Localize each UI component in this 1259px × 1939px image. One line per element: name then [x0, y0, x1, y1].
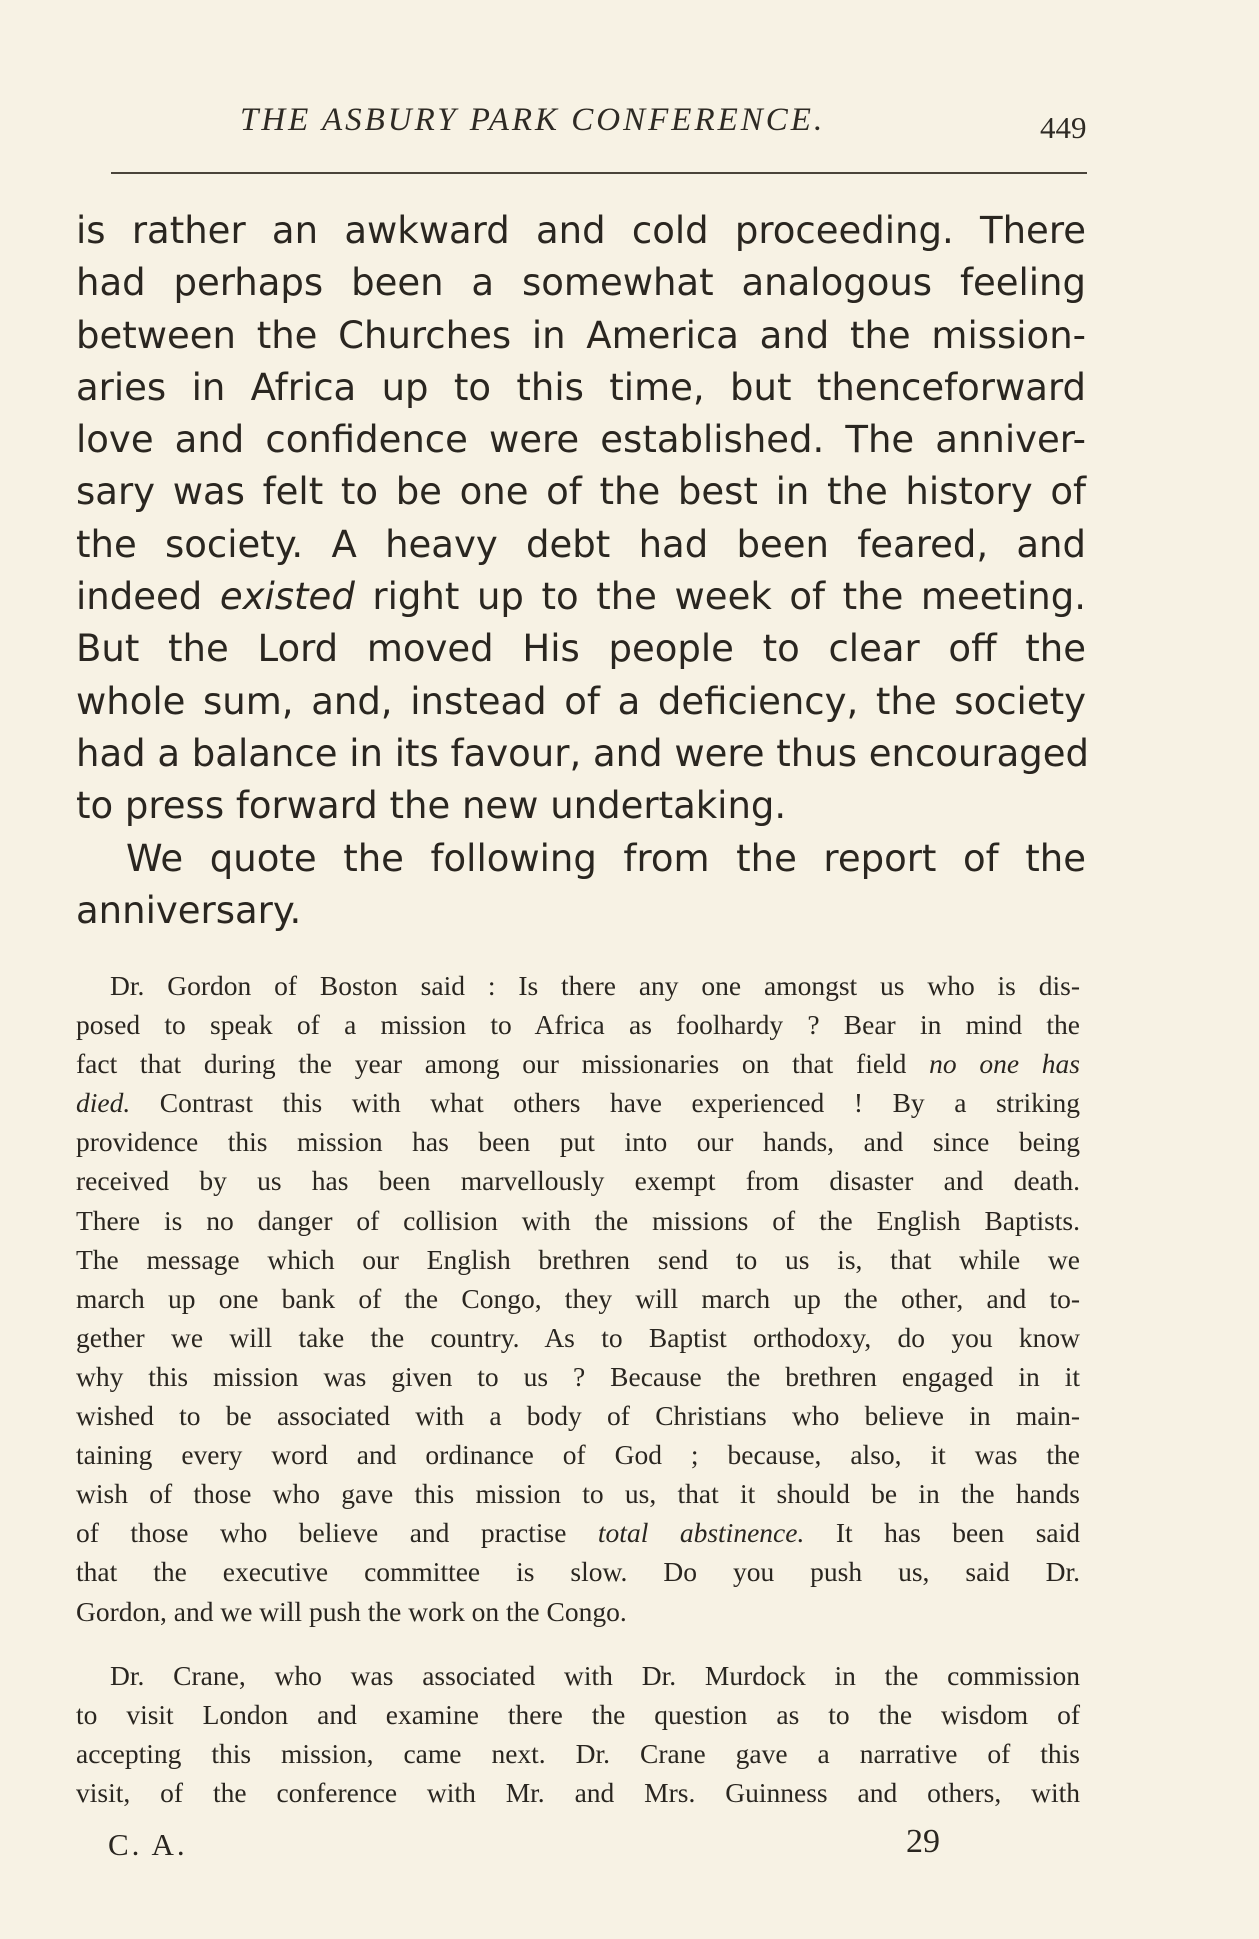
- text-line: love and confidence were established. The anniver-: [76, 418, 1086, 462]
- header-rule: [111, 172, 1087, 174]
- quote-line: The message which our English brethren send to us is, that while we: [76, 1243, 1080, 1275]
- quote-line: visit, of the conference with Mr. and Mrs. Guinness and others, with: [76, 1777, 1080, 1809]
- text-segment: It has been said: [804, 1517, 1080, 1549]
- emphasis-text: existed: [219, 575, 355, 619]
- text-line: aries in Africa up to this time, but thenceforward: [76, 365, 1086, 409]
- text-line: is rather an awkward and cold proceeding. There: [76, 209, 1086, 252]
- signature-number: 29: [906, 1823, 940, 1860]
- emphasis-text: no one has: [929, 1048, 1080, 1080]
- text-line: the society. A heavy debt had been feared, and: [76, 522, 1086, 566]
- quote-line: Dr. Gordon of Boston said : Is there any one amongst us who is dis-: [110, 970, 1080, 1001]
- text-line: between the Churches in America and the mission-: [76, 313, 1086, 357]
- quoted-report-gordon: [76, 966, 1080, 1631]
- text-segment: right up to the week of the meeting.: [354, 575, 1086, 619]
- emphasis-text: total abstinence.: [597, 1517, 805, 1549]
- text-line: But the Lord moved His people to clear off the: [76, 627, 1086, 671]
- quote-line: to visit London and examine there the question as to the wisdom of: [76, 1699, 1080, 1731]
- quote-line: [76, 1083, 1080, 1122]
- paragraph-2: [76, 833, 1086, 938]
- quote-line: [76, 1044, 1080, 1083]
- quote-line: Gordon, and we will push the work on the Congo.: [76, 1595, 627, 1627]
- emphasis-text: died.: [76, 1087, 131, 1119]
- text-segment: fact that during the year among our missionaries on that field: [76, 1048, 930, 1080]
- quote-line: wished to be associated with a body of Christians who believe in main-: [76, 1400, 1080, 1432]
- quote-line: accepting this mission, came next. Dr. Crane gave a narrative of this: [76, 1738, 1080, 1770]
- running-head-title: THE ASBURY PARK CONFERENCE.: [240, 102, 826, 138]
- quote-line: providence this mission has been put into our hands, and since being: [76, 1126, 1080, 1158]
- quote-line: gether we will take the country. As to Baptist orthodoxy, do you know: [76, 1321, 1080, 1353]
- text-segment: indeed: [76, 575, 220, 619]
- text-line: [76, 571, 1086, 623]
- quote-line: [76, 1513, 1080, 1552]
- quote-line: received by us has been marvellously exempt from disaster and death.: [76, 1165, 1080, 1197]
- quote-line: wish of those who gave this mission to us, that it should be in the hands: [76, 1478, 1080, 1510]
- quote-line: taining every word and ordinance of God ; because, also, it was the: [76, 1439, 1080, 1471]
- quoted-report-crane: [76, 1656, 1080, 1812]
- quote-line: that the executive committee is slow. Do you push us, said Dr.: [76, 1556, 1080, 1588]
- text-line: sary was felt to be one of the best in the history of: [76, 470, 1086, 514]
- text-line: had a balance in its favour, and were thus encouraged: [76, 731, 1090, 775]
- text-line: had perhaps been a somewhat analogous feeling: [76, 261, 1086, 305]
- signature-mark: C. A.: [108, 1827, 188, 1862]
- main-body-text: [76, 205, 1090, 937]
- text-line: anniversary.: [76, 888, 302, 932]
- text-line: to press forward the new undertaking.: [76, 784, 787, 828]
- page-number: 449: [1040, 110, 1087, 145]
- quote-line: Dr. Crane, who was associated with Dr. Murdock in the commission: [110, 1660, 1080, 1691]
- quote-line: posed to speak of a mission to Africa as foolhardy ? Bear in mind the: [76, 1009, 1080, 1041]
- quote-line: why this mission was given to us ? Because the brethren engaged in it: [76, 1360, 1080, 1392]
- quote-line: march up one bank of the Congo, they will march up the other, and to-: [76, 1282, 1080, 1314]
- text-segment: of those who believe and practise: [76, 1517, 598, 1549]
- text-line: whole sum, and, instead of a deficiency, the society: [76, 679, 1086, 723]
- quote-line: There is no danger of collision with the missions of the English Baptists.: [76, 1204, 1080, 1236]
- paragraph-1: [76, 205, 1090, 833]
- text-line: We quote the following from the report of the: [126, 836, 1086, 880]
- text-segment: Contrast this with what others have experienced ! By a striking: [130, 1087, 1080, 1119]
